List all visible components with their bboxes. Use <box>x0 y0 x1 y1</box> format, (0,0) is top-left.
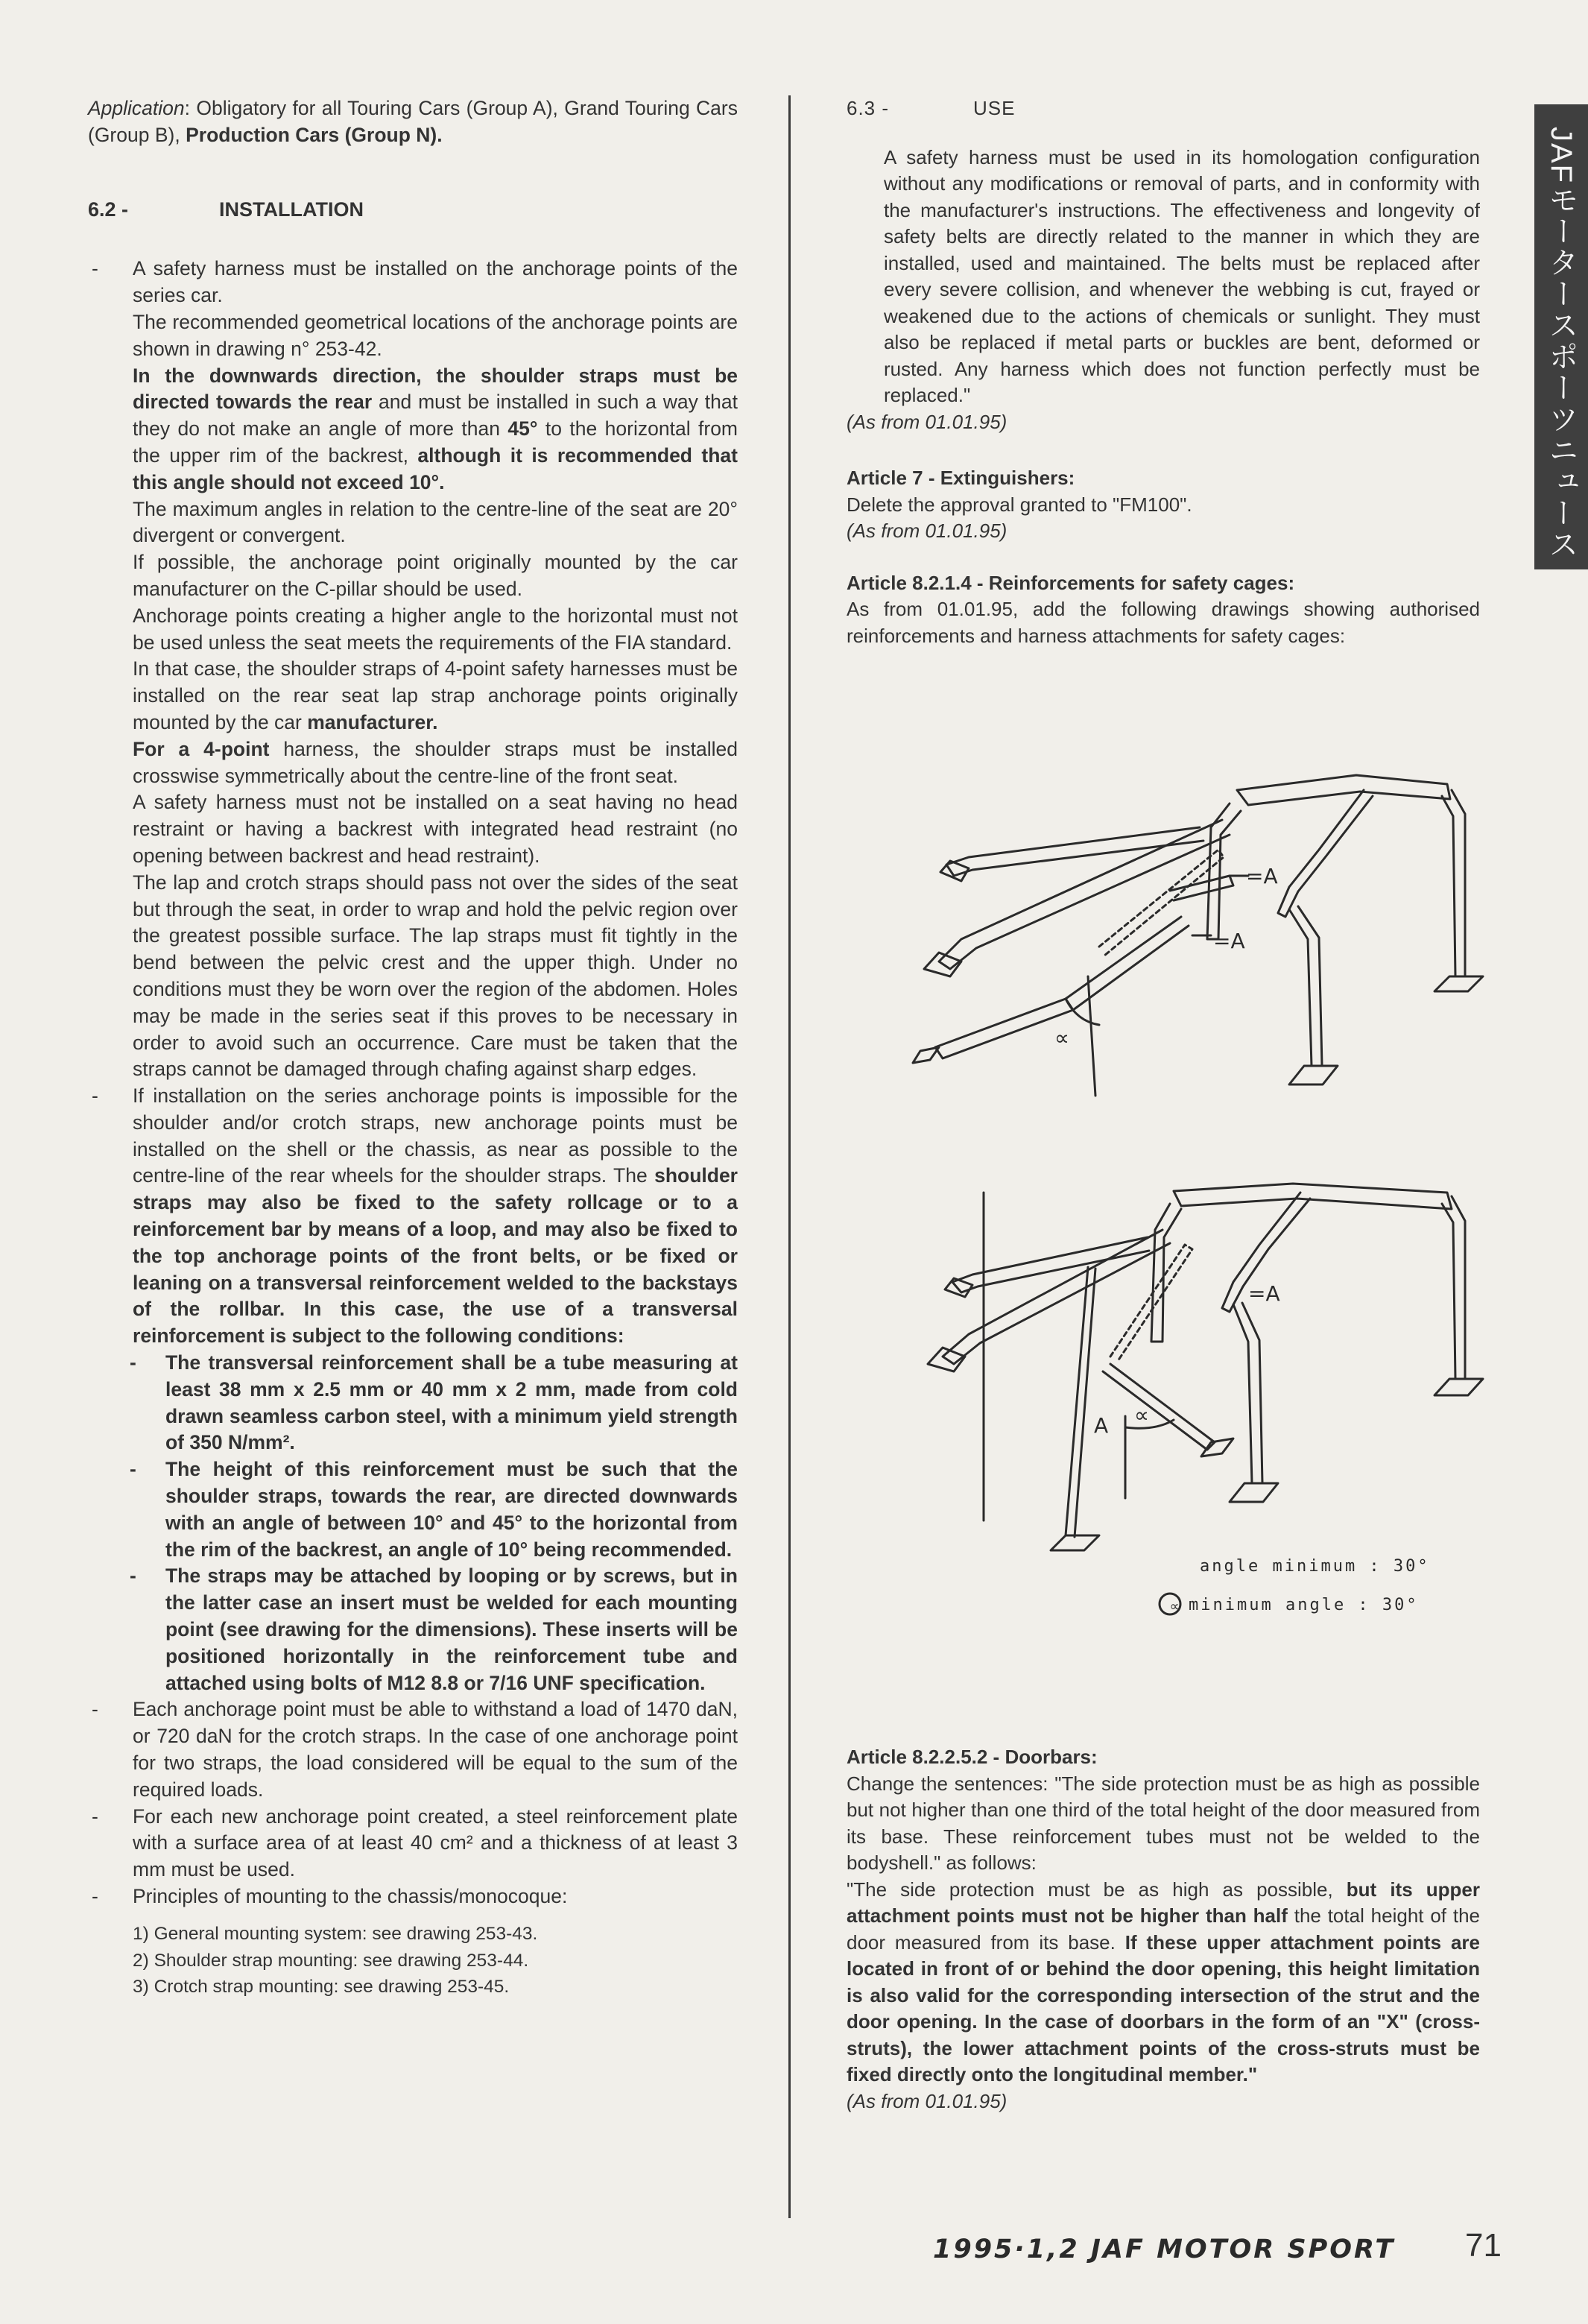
article-8214-text: As from 01.01.95, add the following drawings showing authorised reinforcements and harness attachments for safety cages: <box>847 598 1480 647</box>
alpha-symbol-top: ∝ <box>1054 1026 1070 1050</box>
article-82252-date: (As from 01.01.95) <box>847 2089 1007 2112</box>
article-82252 <box>847 1744 1480 2115</box>
use-date: (As from 01.01.95) <box>847 410 1007 433</box>
right-column <box>847 95 1480 649</box>
article-7-date: (As from 01.01.95) <box>847 520 1007 542</box>
label-a-vertical: A <box>1094 1413 1109 1438</box>
side-tab-label: JAFモータースポーツニュース <box>1545 127 1578 561</box>
mounting-item: 3) Crotch strap mounting: see drawing 253-45. <box>133 1977 510 1998</box>
rollcage-drawing-bottom <box>928 1184 1483 1550</box>
page-number: 71 <box>1465 2227 1502 2264</box>
sub-condition-1: - The transversal reinforcement shall be a tube measuring at least 38 mm x 2.5 mm or 40 mm x 2 mm, made from cold drawn seamless carbon steel, with a minimum yield strength of 350 N/mm². <box>88 1350 738 1456</box>
article-82252-p1: Change the sentences: "The side protection must be as high as possible but not higher than one third of the total height of the door measured from its base. These reinforcement tubes must not be welded to the bodyshell." as follows: <box>847 1772 1480 1874</box>
article-7-text: Delete the approval granted to "FM100". <box>847 493 1192 516</box>
mounting-list <box>88 1921 738 2001</box>
installation-item-5: - Principles of mounting to the chassis/monocoque: <box>88 1883 738 1910</box>
article-82252-title: Article 8.2.2.5.2 - Doorbars: <box>847 1746 1098 1768</box>
caption-fr: angle minimum : 30° <box>1200 1557 1430 1576</box>
label-a-top-2: =A <box>1213 929 1245 953</box>
footer-magazine: 1995·1,2 JAF MOTOR SPORT <box>933 2235 1396 2264</box>
installation-item-4: - For each new anchorage point created, a steel reinforcement plate with a surface area of at least 40 cm² and a thickness of at least 3 mm must be used. <box>88 1804 738 1883</box>
article-8214-title: Article 8.2.1.4 - Reinforcements for safety cages: <box>847 571 1295 594</box>
label-a-top-1: =A <box>1246 864 1278 888</box>
left-column <box>88 95 738 2001</box>
label-a-bottom: =A <box>1248 1281 1280 1306</box>
installation-item-1: - A safety harness must be installed on the anchorage points of the series car. The recommended geometrical locations of the anchorage points are shown in drawing n° 253-42. In the downwards direction, the shoulder straps must be directed towards the rear and must be installed in such a way that they do not make an angle of more than 45° to the horizontal from the upper rim of the backrest, although it is recommended that this angle should not exceed 10°. The maximum angles in relation to the centre-line of the seat are 20° divergent or convergent. If possible, the anchorage point originally mounted by the car manufacturer on the C-pillar should be used. Anchorage points creating a higher angle to the horizontal must not be used unless the seat meets the requirements of the FIA standard. In that case, the shoulder straps of 4-point safety harnesses must be installed on the rear seat lap strap anchorage points originally mounted by the car manufacturer. For a 4-point harness, the shoulder straps must be installed crosswise symmetrically about the centre-line of the front seat. A safety harness must not be installed on a seat having no head restraint or having a backrest with integrated head restraint (no opening between backrest and head restraint). The lap and crotch straps should pass not over the sides of the seat but through the seat, in order to wrap and hold the pelvic region over the greatest possible surface. The lap straps must fit tightly in the bend between the pelvic crest and the upper thigh. Under no conditions must they be worn over the region of the abdomen. Holes may be made in the series seat if this proves to be necessary in order to avoid such an occurrence. Care must be taken that the straps cannot be damaged through chafing against sharp edges. <box>88 256 738 1083</box>
installation-item-3: - Each anchorage point must be able to withstand a load of 1470 daN, or 720 daN for the crotch straps. In the case of one anchorage point for two straps, the load considered will be equal to the sum of the required loads. <box>88 1696 738 1803</box>
sub-condition-2: - The height of this reinforcement must be such that the shoulder straps, towards the rear, are directed downwards with an angle of between 10° and 45° to the horizontal from the rim of the backrest, an angle of 10° being recommended. <box>88 1456 738 1563</box>
mounting-item: 1) General mounting system: see drawing 253-43. <box>133 1923 538 1944</box>
installation-item-2: - If installation on the series anchorage points is impossible for the shoulder and/or crotch straps, new anchorage points must be installed on the shell or the chassis, as near as possible to the centre-line of the rear wheels for the shoulder straps. The shoulder straps may also be fixed to the safety rollcage or to a reinforcement bar by means of a loop, and may also be fixed to the top anchorage points of the front belts, or be fixed or leaning on a transversal reinforcement welded to the backstays of the rollbar. In this case, the use of a transversal reinforcement is subject to the following conditions: <box>88 1083 738 1350</box>
caption-en: minimum angle : 30° <box>1189 1596 1419 1614</box>
section-heading-use: 6.3 - USE <box>847 97 1016 119</box>
side-tab <box>1534 104 1588 569</box>
application-paragraph: Application: Obligatory for all Touring Cars (Group A), Grand Touring Cars (Group B), Production Cars (Group N). <box>88 97 738 146</box>
rollcage-diagram <box>842 753 1498 1670</box>
shoulder-strap-rule: In the downwards direction, the shoulder straps must be directed towards the rear and must be installed in such a way that they do not make an angle of more than 45° to the horizontal from the upper rim of the backrest, although it is recommended that this angle should not exceed 10°. <box>133 364 738 493</box>
rollcage-drawing-top <box>913 775 1483 1096</box>
alpha-symbol-bottom: ∝ <box>1134 1403 1150 1427</box>
article-7-title: Article 7 - Extinguishers: <box>847 467 1075 489</box>
article-82252-p2: "The side protection must be as high as possible, but its upper attachment points must not be higher than half the total height of the door measured from its base. If these upper attachment points are located in front of or behind the door opening, this height limitation is also valid for the corresponding intersection of the strut and the door opening. In the case of doorbars in the form of an "X" (cross-struts), the lower attachment points of the cross-struts must be fixed directly onto the longitudinal member." <box>847 1878 1480 2085</box>
sub-condition-3: - The straps may be attached by looping or by screws, but in the latter case an insert must be welded for each mounting point (see drawing for the dimensions). These inserts will be positioned horizontally in the reinforcement tube and attached using bolts of M12 8.8 or 7/16 UNF specification. <box>88 1563 738 1696</box>
section-heading-installation: 6.2 - INSTALLATION <box>88 198 364 221</box>
column-divider <box>788 95 791 2218</box>
mounting-item: 2) Shoulder strap mounting: see drawing 253-44. <box>133 1950 529 1971</box>
application-label: Application <box>88 97 185 119</box>
use-paragraph: A safety harness must be used in its homologation configuration without any modifications or removal of parts, and in conformity with the manufacturer's instructions. The effectiveness and longevity of safety belts are directly related to the manner in which they are installed, used and maintained. The belts must be replaced after every severe collision, and whenever the webbing is cut, frayed or weakened due to the actions of chemicals or sunlight. They must also be replaced if metal parts or buckles are bent, deformed or rusted. Any harness which does not function perfectly must be replaced." <box>884 145 1480 406</box>
alpha-symbol-caption: ∝ <box>1169 1599 1180 1614</box>
